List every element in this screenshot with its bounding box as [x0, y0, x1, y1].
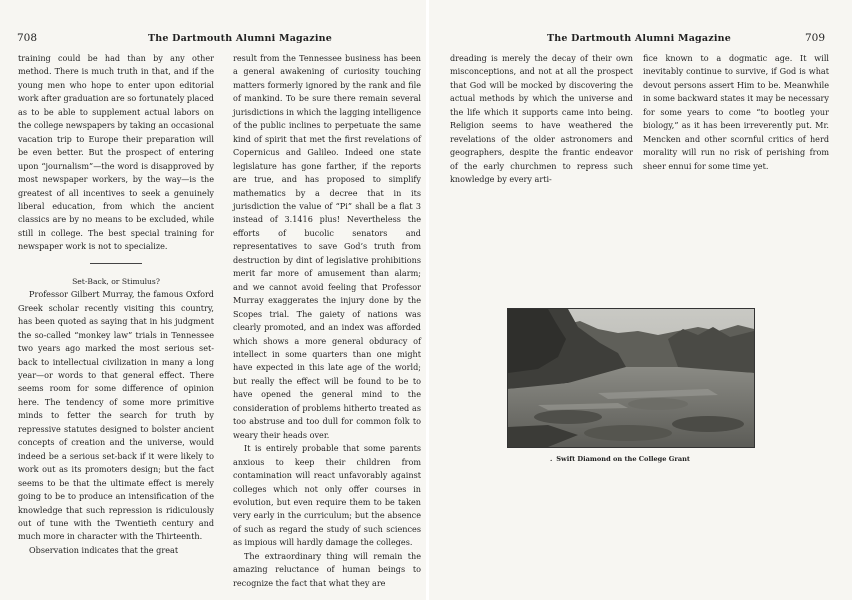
- river-photograph: [507, 308, 755, 448]
- page-number-right: 709: [805, 32, 826, 44]
- running-head-left: The Dartmouth Alumni Magazine: [148, 33, 332, 44]
- left-column-1: [18, 52, 214, 557]
- caption-bullet: .: [550, 455, 553, 463]
- running-head-right: The Dartmouth Alumni Magazine: [547, 33, 731, 44]
- paragraph: training could be had than by any other method. There is much truth in that, and if the young men who hope to enter upon editorial work after graduation are so fortunately placed as to be able to supplement actual labors on the college newspapers by taking an occasional vacation trip to Europe their preparation will be even better. But the prospect of entering upon “journalism”—the word is disapproved by most newspaper workers, by the way—is the greatest of all incentives to seek a genuinely liberal education, from which the ancient classics are by no means to be excluded, while still in college. The best special training for newspaper work is not to specialize.: [18, 53, 214, 252]
- caption-text: Swift Diamond on the College Grant: [556, 455, 690, 463]
- right-page: [429, 0, 852, 600]
- paragraph: fice known to a dogmatic age. It will inevitably continue to survive, if God is what devout persons assert Him to be. Meanwhile in some backward states it may be necessary for some years to come “to bootleg your biology,” as it has been irreverently put. Mr. Mencken and other scornful critics of herd morality will run no risk of perishing from sheer ennui for some time yet.: [643, 53, 829, 171]
- paragraph: result from the Tennessee business has been a general awakening of curiosity touching matters formerly ignored by the rank and file of mankind. To be sure there remain several jurisdictions in which the lagging intelligence of the public inclines to perpetuate the same kind of spirit that met the first revelations of Copernicus and Galileo. Indeed one state legislature has gone farther, if the reports are true, and has proposed to simplify mathematics by a decree that in its jurisdiction the value of “Pi” shall be a flat 3 instead of 3.1416 plus! Nevertheless the efforts of bucolic senators and representatives to save God’s truth from destruction by dint of legislative prohibitions merit far more of amusement than alarm; and we cannot avoid feeling that Professor Murray exaggerates the injury done by the Scopes trial. The gaiety of nations was clearly promoted, and an index was afforded which shows a more general obduracy of intellect in some quarters than one might have expected in this late age of the world; but really the effect will be found to be to have opened the general mind to the consideration of problems hitherto treated as too abstruse and too dull for common folk to weary their heads over.: [233, 53, 421, 440]
- paragraph: The extraordinary thing will remain the amazing reluctance of human beings to recognize the fact that what they are: [233, 550, 421, 588]
- paragraph: dreading is merely the decay of their own misconceptions, and not at all the prospect that God will be mocked by discovering the actual methods by which the universe and the life which it supports came into being. Religion seems to have weathered the revelations of the older astronomers and geographers, despite the frantic endeavor of the early churchmen to repress such knowledge by every arti-: [450, 53, 633, 185]
- left-column-2: [233, 52, 421, 590]
- photo-caption: [550, 455, 690, 463]
- right-column-1: [450, 52, 633, 187]
- section-divider: [90, 263, 142, 264]
- paragraph: It is entirely probable that some parents anxious to keep their children from contamination will react unfavorably against colleges which not only offer courses in evolution, but even require them to be taken very early in the curriculum; but the absence of such as regard the study of such sciences as impious will hardly damage the colleges.: [233, 443, 421, 548]
- section-heading: Set-Back, or Stimulus?: [72, 276, 160, 286]
- paragraph: Professor Gilbert Murray, the famous Oxford Greek scholar recently visiting this country, has been quoted as saying that in his judgment the so-called “monkey law” trials in Tennessee two years ago marked the most serious set-back to intellectual civilization in many a long year—or words to that general effect. There seems room for some difference of opinion here. The tendency of some more primitive minds to fetter the search for truth by repressive statutes designed to bolster ancient concepts of creation and the universe, would indeed be a serious set-back if it were likely to work out as its promoters design; but the fact seems to be that the ultimate effect is merely going to be to produce an intensification of the knowledge that such repression is ridiculously out of tune with the Twentieth century and much more in character with the Thirteenth.: [18, 289, 214, 542]
- right-column-2: [643, 52, 829, 173]
- page-number-left: 708: [17, 32, 38, 44]
- paragraph: Observation indicates that the great: [29, 544, 179, 555]
